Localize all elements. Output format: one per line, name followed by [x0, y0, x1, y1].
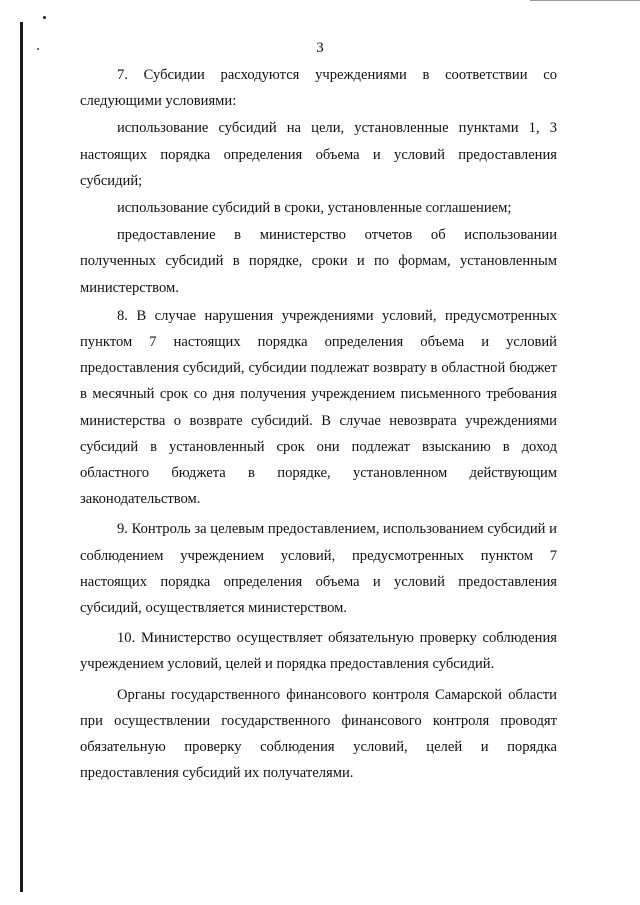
paragraph-7-condition-1: использование субсидий на цели, установленные пунктами 1, 3 настоящих порядка определения объема и условий предоставления субсидий;	[80, 120, 557, 189]
paragraph-control-bodies: Органы государственного финансового контроля Самарской области при осуществлении государственного финансового контроля проводят обязательную проверку соблюдения условий, целей и порядка предоставления субсидий их получателями.	[80, 686, 557, 782]
paragraph-10: 10. Министерство осуществляет обязательную проверку соблюдения учреждением условий, целей и порядка предоставления субсидий.	[80, 630, 557, 673]
scan-left-edge-shadow	[20, 22, 23, 892]
scan-speck	[43, 16, 46, 19]
scan-top-edge-line	[530, 0, 640, 1]
paragraph-7: 7. Субсидии расходуются учреждениями в соответствии со следующими условиями:	[80, 67, 557, 110]
paragraph-7-condition-3: предоставление в министерство отчетов об использовании полученных субсидий в порядке, сроки и по формам, установленным министерством.	[80, 227, 557, 296]
paragraph-7-condition-2: использование субсидий в сроки, установленные соглашением;	[117, 200, 512, 217]
paragraph-9: 9. Контроль за целевым предоставлением, использованием субсидий и соблюдением учреждением условий, предусмотренных пунктом 7 настоящих порядка определения объема и условий предоставления субсидий, осуществляется министерством.	[80, 521, 557, 617]
document-body	[80, 62, 557, 786]
page-number: 3	[316, 40, 324, 56]
paragraph-8: 8. В случае нарушения учреждениями условий, предусмотренных пунктом 7 настоящих порядка определения объема и условий предоставления субсидий, субсидии подлежат возврату в областной бюджет в месячный срок со дня получения учреждением письменного требования министерства о возврате субсидий. В случае невозврата учреждениями субсидий в установленный срок они подлежат взысканию в доход областного бюджета в порядке, установленном действующим законодательством.	[80, 307, 557, 508]
